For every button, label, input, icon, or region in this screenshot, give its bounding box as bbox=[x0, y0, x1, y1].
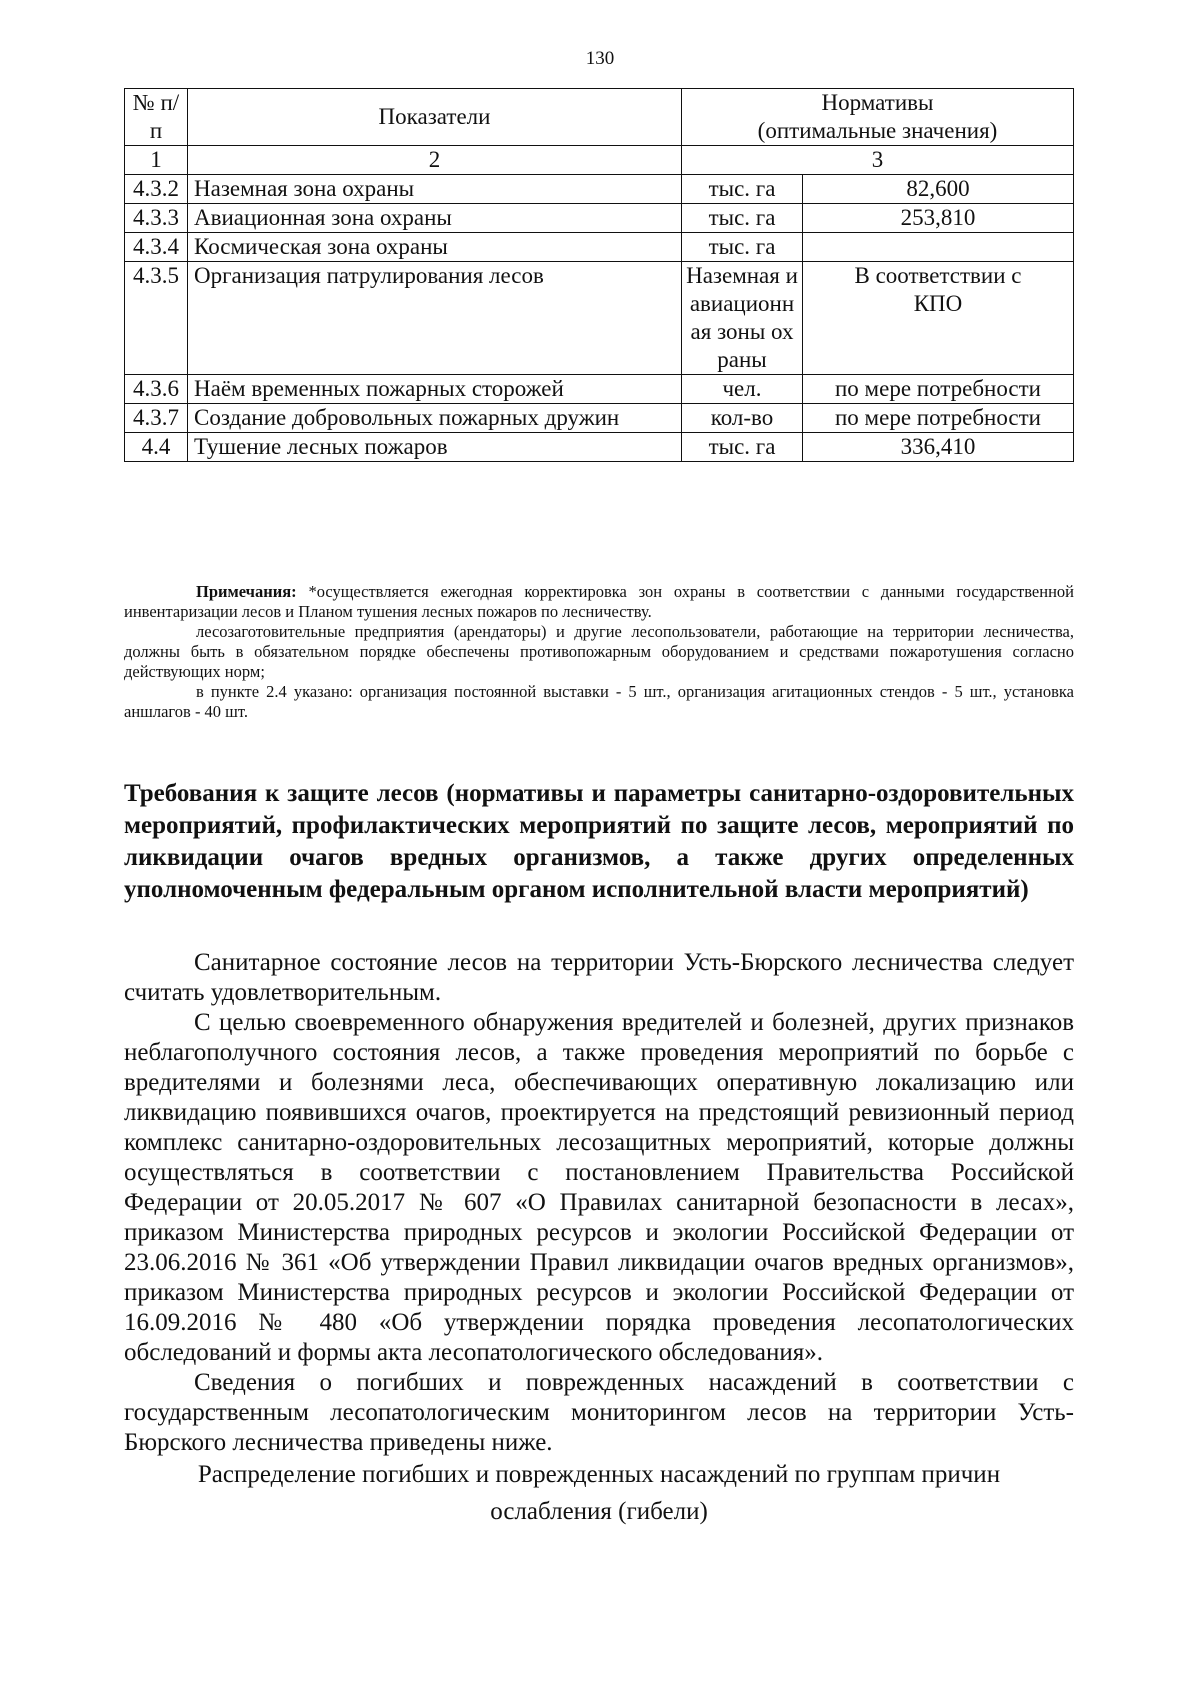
row-unit: тыс. га bbox=[682, 233, 803, 262]
header-indicators: Показатели bbox=[188, 89, 682, 146]
header-norms-line2: (оптимальные значения) bbox=[757, 118, 998, 143]
paragraph: С целью своевременного обнаружения вредителей и болезней, других признаков неблагополучного состояния лесов, а также проведения мероприятий по борьбе с вредителями и болезнями леса, обеспечивающих оперативную локализацию или ликвидацию появившихся очагов, проектируется на предстоящий ревизионный период комплекс санитарно-оздоровительных лесозащитных мероприятий, которые должны осуществляться в соответствии с постановлением Правительства Российской Федерации от 20.05.2017 № 607 «О Правилах санитарной безопасности в лесах», приказом Министерства природных ресурсов и экологии Российской Федерации от 23.06.2016 № 361 «Об утверждении Правил ликвидации очагов вредных организмов», приказом Министерства природных ресурсов и экологии Российской Федерации от 16.09.2016 № 480 «Об утверждении порядка проведения лесопатологических обследований и формы акта лесопатологического обследования». bbox=[124, 1009, 1074, 1366]
row-value: 253,810 bbox=[803, 204, 1074, 233]
colnum-2: 2 bbox=[188, 146, 682, 175]
row-num: 4.4 bbox=[125, 433, 188, 462]
row-num: 4.3.4 bbox=[125, 233, 188, 262]
table-row bbox=[125, 433, 1074, 462]
section-heading: Требования к защите лесов (нормативы и параметры санитарно-оздоровительных мероприятий, профилактических мероприятий по защите лесов, мероприятий по ликвидации очагов вредных организмов, а также других определенных уполномоченным федеральным органом исполнительной власти мероприятий) bbox=[124, 780, 1074, 903]
row-num: 4.3.5 bbox=[125, 262, 188, 375]
table-row bbox=[125, 233, 1074, 262]
body-text bbox=[124, 948, 1074, 1458]
paragraph: Санитарное состояние лесов на территории Усть-Бюрского лесничества следует считать удовлетворительным. bbox=[124, 949, 1074, 1006]
row-name: Авиационная зона охраны bbox=[188, 204, 682, 233]
row-value bbox=[803, 233, 1074, 262]
row-num: 4.3.3 bbox=[125, 204, 188, 233]
row-unit: кол-во bbox=[682, 404, 803, 433]
row-value: по мере потребности bbox=[803, 404, 1074, 433]
page-number: 130 bbox=[585, 48, 615, 69]
caption-line-2: ослабления (гибели) bbox=[490, 1498, 708, 1525]
row-name: Организация патрулирования лесов bbox=[188, 262, 682, 375]
table-row bbox=[125, 375, 1074, 404]
row-num: 4.3.6 bbox=[125, 375, 188, 404]
caption-line-1: Распределение погибших и поврежденных насаждений по группам причин bbox=[197, 1461, 1001, 1488]
row-name: Наём временных пожарных сторожей bbox=[188, 375, 682, 404]
row-name: Космическая зона охраны bbox=[188, 233, 682, 262]
row-num: 4.3.7 bbox=[125, 404, 188, 433]
row-unit: тыс. га bbox=[682, 175, 803, 204]
row-value: В соответствии с КПО bbox=[803, 262, 1074, 375]
row-name: Тушение лесных пожаров bbox=[188, 433, 682, 462]
row-value: по мере потребности bbox=[803, 375, 1074, 404]
norms-table bbox=[124, 88, 1074, 462]
table-row bbox=[125, 404, 1074, 433]
row-num: 4.3.2 bbox=[125, 175, 188, 204]
table-header-row bbox=[125, 89, 1074, 146]
row-value: 82,600 bbox=[803, 175, 1074, 204]
paragraph: Сведения о погибших и поврежденных насаждений в соответствии с государственным лесопатологическим мониторингом лесов на территории Усть-Бюрского лесничества приведены ниже. bbox=[124, 1369, 1074, 1456]
table-row bbox=[125, 175, 1074, 204]
table-row bbox=[125, 204, 1074, 233]
note-3: в пункте 2.4 указано: организация постоянной выставки - 5 шт., организация агитационных стендов - 5 шт., установка аншлагов - 40 шт. bbox=[124, 682, 1074, 721]
table-colnum-row bbox=[125, 146, 1074, 175]
table-caption bbox=[124, 1456, 1074, 1530]
notes-label: Примечания: bbox=[196, 582, 297, 601]
header-norms bbox=[682, 89, 1074, 146]
table-notes bbox=[124, 582, 1074, 722]
note-1-text: *осуществляется ежегодная корректировка зон охраны в соответствии с данными государственной инвентаризации лесов и Планом тушения лесных пожаров по лесничеству. bbox=[124, 582, 1074, 621]
row-value: 336,410 bbox=[803, 433, 1074, 462]
row-unit: чел. bbox=[682, 375, 803, 404]
row-unit: тыс. га bbox=[682, 433, 803, 462]
colnum-3: 3 bbox=[682, 146, 1074, 175]
row-unit: тыс. га bbox=[682, 204, 803, 233]
note-2: лесозаготовительные предприятия (арендаторы) и другие лесопользователи, работающие на территории лесничества, должны быть в обязательном порядке обеспечены противопожарным оборудованием и средствами пожаротушения согласно действующих норм; bbox=[124, 622, 1074, 681]
row-name: Создание добровольных пожарных дружин bbox=[188, 404, 682, 433]
row-unit: Наземная и авиационная зоны охраны bbox=[682, 262, 803, 375]
table-row bbox=[125, 262, 1074, 375]
header-num: № п/п bbox=[125, 89, 188, 146]
note-1 bbox=[124, 582, 1074, 622]
colnum-1: 1 bbox=[125, 146, 188, 175]
header-norms-line1: Нормативы bbox=[821, 90, 934, 115]
row-name: Наземная зона охраны bbox=[188, 175, 682, 204]
